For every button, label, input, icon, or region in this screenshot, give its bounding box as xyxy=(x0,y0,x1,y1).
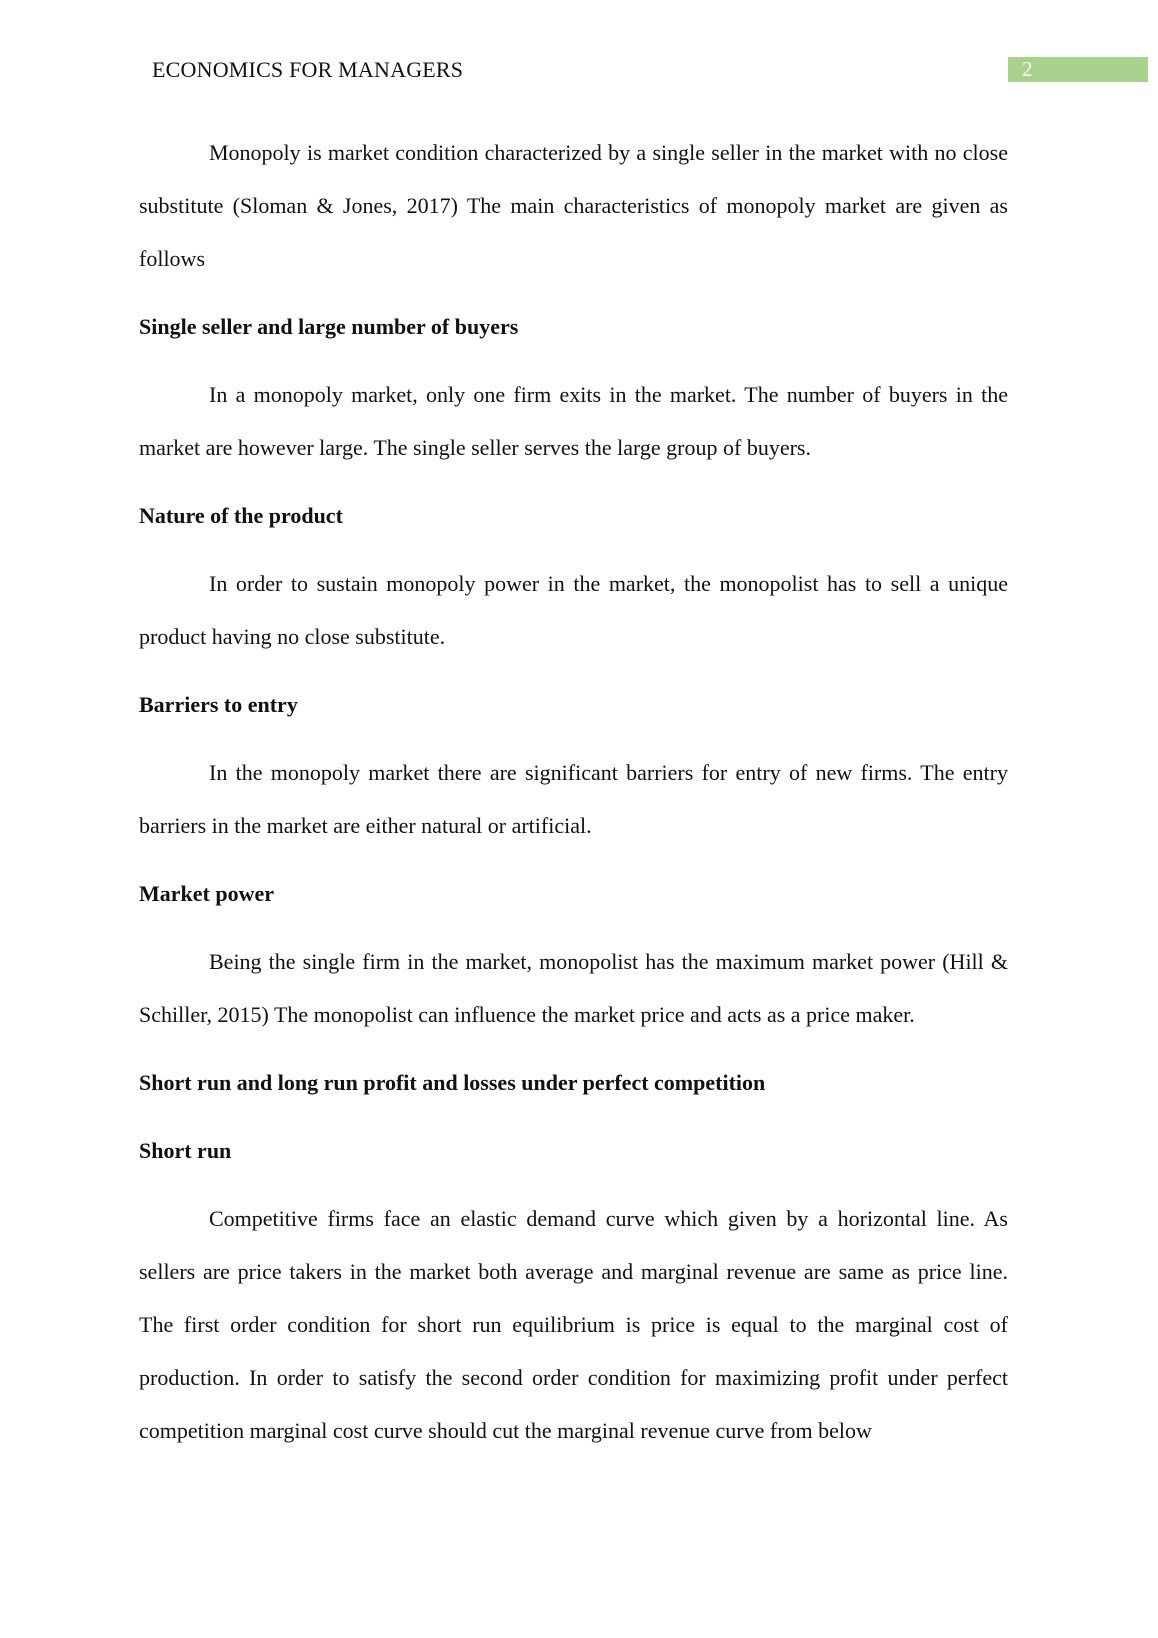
subheading-short-run: Short run xyxy=(139,1138,232,1163)
intro-paragraph: Monopoly is market condition characterized by a single seller in the market with no close substitute (Sloman & Jones, 2017) The main characteristics of monopoly market are given as follows xyxy=(139,140,1008,271)
document-body xyxy=(139,126,1008,1472)
short-run-paragraph: Competitive firms face an elastic demand curve which given by a horizontal line. As sellers are price takers in the market both average and marginal revenue are same as price line. The first order condition for short run equilibrium is price is equal to the marginal cost of production. In order to satisfy the second order condition for maximizing profit under perfect competition marginal cost curve should cut the marginal revenue curve from below xyxy=(139,1206,1008,1443)
section-heading-barriers-to-entry: Barriers to entry xyxy=(139,692,298,717)
page-number: 2 xyxy=(1008,57,1148,82)
section-paragraph-market-power: Being the single firm in the market, monopolist has the maximum market power (Hill & Schiller, 2015) The monopolist can influence the market price and acts as a price maker. xyxy=(139,949,1008,1027)
section-paragraph-single-seller: In a monopoly market, only one firm exits in the market. The number of buyers in the market are however large. The single seller serves the large group of buyers. xyxy=(139,382,1008,460)
section-paragraph-barriers-to-entry: In the monopoly market there are significant barriers for entry of new firms. The entry barriers in the market are either natural or artificial. xyxy=(139,760,1008,838)
section-heading-nature-of-product: Nature of the product xyxy=(139,503,343,528)
section-heading-single-seller: Single seller and large number of buyers xyxy=(139,314,519,339)
running-head: ECONOMICS FOR MANAGERS xyxy=(152,57,464,82)
section-heading-market-power: Market power xyxy=(139,881,275,906)
main-heading-profit-and-losses: Short run and long run profit and losses under perfect competition xyxy=(139,1070,766,1095)
section-paragraph-nature-of-product: In order to sustain monopoly power in the market, the monopolist has to sell a unique product having no close substitute. xyxy=(139,571,1008,649)
